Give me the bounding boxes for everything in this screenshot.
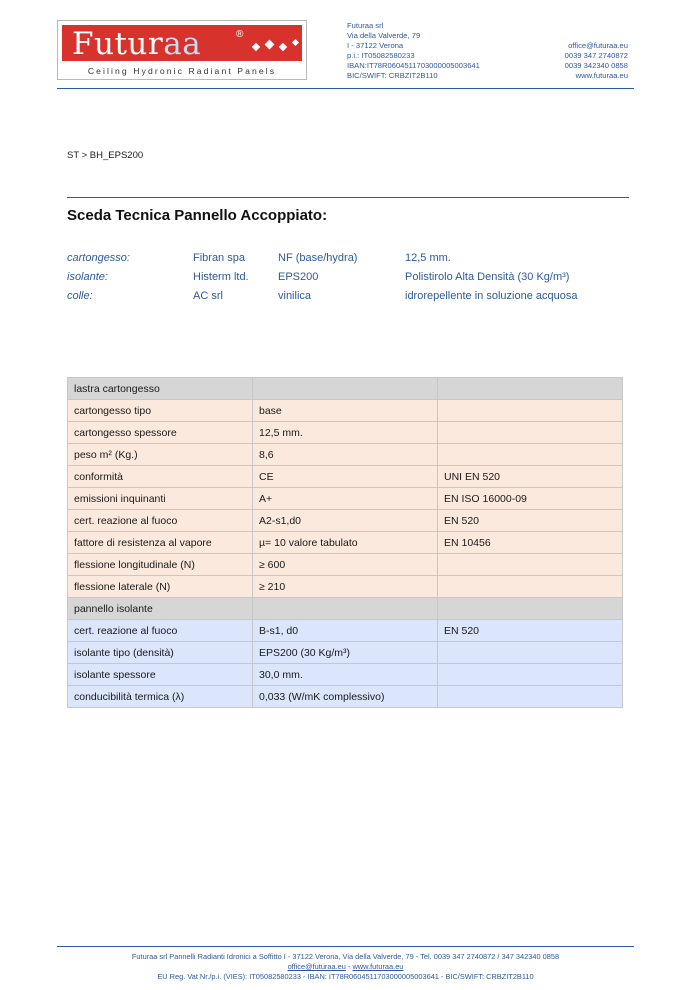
registered-mark: ® [236,29,244,40]
spec-supplier: AC srl [193,290,223,302]
table-cell-value: CE [253,466,438,488]
table-cell-standard [438,642,623,664]
table-cell-value: µ= 10 valore tabulato [253,532,438,554]
table-cell-standard [438,686,623,708]
table-cell-value: 12,5 mm. [253,422,438,444]
footer [57,952,634,982]
company-iban: IBAN:IT78R0604511703000005003641 [347,61,480,70]
table-cell-value: ≥ 210 [253,576,438,598]
company-logo [57,20,307,80]
footer-separator: - [345,962,353,971]
table-row [68,620,623,642]
table-cell-standard: EN ISO 16000-09 [438,488,623,510]
table-row [68,510,623,532]
table-cell-property: peso m² (Kg.) [68,444,253,466]
contact-email[interactable]: office@futuraa.eu [568,41,628,50]
company-address [347,21,480,81]
table-cell-property: conformità [68,466,253,488]
company-name: Futuraa srl [347,21,384,30]
footer-email-link[interactable]: office@futuraa.eu [287,962,346,971]
table-row [68,554,623,576]
company-bic: BIC/SWIFT: CRBZIT2B110 [347,71,438,80]
spec-product: vinilica [278,290,312,302]
table-row [68,422,623,444]
table-cell-standard: EN 520 [438,620,623,642]
table-cell-standard [438,400,623,422]
company-contacts [565,41,628,81]
table-row [68,686,623,708]
table-cell-value [253,598,438,620]
spec-label: colle: [67,290,93,302]
table-cell-value: 8,6 [253,444,438,466]
company-city: I - 37122 Verona [347,41,404,50]
spec-supplier: Histerm ltd. [193,271,249,283]
table-cell-property: cert. reazione al fuoco [68,510,253,532]
spec-detail: 12,5 mm. [405,252,451,264]
table-cell-value: A2-s1,d0 [253,510,438,532]
footer-address-line: Futuraa srl Pannelli Radianti Idronici a Soffitto I - 37122 Verona, Via della Valverde, 79 - Tel. 0039 347 2740872 / 347 342340 0858 [131,952,560,961]
table-cell-standard [438,664,623,686]
table-cell-property: flessione longitudinale (N) [68,554,253,576]
footer-registration-line: EU Reg. Vat Nr./p.i. (VIES): IT05082580233 - IBAN: IT78R0604511703000005003641 - BIC/SWIFT: CRBZIT2B110 [157,972,534,981]
table-row [68,532,623,554]
technical-data-table [67,377,623,708]
table-cell-standard [438,598,623,620]
diamond-dots-icon [249,31,299,55]
table-cell-property: cartongesso spessore [68,422,253,444]
spec-product: NF (base/hydra) [278,252,358,264]
contact-website[interactable]: www.futuraa.eu [575,71,628,80]
spec-label: cartongesso: [67,252,130,264]
table-cell-standard [438,378,623,400]
table-cell-standard [438,576,623,598]
table-cell-property: lastra cartongesso [68,378,253,400]
table-cell-property: conducibilità termica (λ) [68,686,253,708]
table-cell-property: cartongesso tipo [68,400,253,422]
table-row [68,466,623,488]
table-cell-value: EPS200 (30 Kg/m³) [253,642,438,664]
footer-contact-line [57,962,634,972]
table-cell-value [253,378,438,400]
table-cell-property: emissioni inquinanti [68,488,253,510]
table-section-row [68,378,623,400]
table-cell-value: B-s1, d0 [253,620,438,642]
logo-tagline: Ceiling Hydronic Radiant Panels [87,66,277,76]
table-cell-standard: EN 520 [438,510,623,532]
table-cell-value: ≥ 600 [253,554,438,576]
footer-divider [57,946,634,947]
company-street: Via della Valverde, 79 [347,31,421,40]
logo-word-main: Futur [72,26,164,62]
table-row [68,664,623,686]
table-cell-property: fattore di resistenza al vapore [68,532,253,554]
table-cell-property: flessione laterale (N) [68,576,253,598]
table-cell-value: 0,033 (W/mK complessivo) [253,686,438,708]
table-cell-standard [438,554,623,576]
table-row [68,488,623,510]
breadcrumb: ST > BH_EPS200 [67,150,144,161]
company-vat: p.i.: IT05082580233 [347,51,415,60]
table-cell-standard: UNI EN 520 [438,466,623,488]
table-cell-value: 30,0 mm. [253,664,438,686]
table-cell-property: isolante spessore [68,664,253,686]
contact-phone-2: 0039 342340 0858 [564,61,628,70]
title-divider [67,197,629,198]
table-row [68,642,623,664]
spec-product: EPS200 [278,271,319,283]
spec-supplier: Fibran spa [193,252,245,264]
spec-detail: Polistirolo Alta Densità (30 Kg/m³) [405,271,570,283]
header-divider [57,88,634,89]
logo-banner [62,25,302,61]
table-row [68,576,623,598]
table-row [68,444,623,466]
spec-detail: idrorepellente in soluzione acquosa [405,290,578,302]
table-cell-standard: EN 10456 [438,532,623,554]
logo-wordmark [72,25,201,61]
page-title: Sceda Tecnica Pannello Accoppiato: [67,207,328,224]
table-cell-standard [438,422,623,444]
footer-website-link[interactable]: www.futuraa.eu [352,962,404,971]
table-cell-value: base [253,400,438,422]
table-cell-property: pannello isolante [68,598,253,620]
table-cell-property: cert. reazione al fuoco [68,620,253,642]
table-cell-property: isolante tipo (densità) [68,642,253,664]
table-cell-standard [438,444,623,466]
technical-data-table-body [68,378,623,708]
table-cell-value: A+ [253,488,438,510]
spec-label: isolante: [67,271,108,283]
contact-phone-1: 0039 347 2740872 [564,51,628,60]
table-row [68,400,623,422]
logo-word-accent: aa [163,26,202,62]
table-section-row [68,598,623,620]
